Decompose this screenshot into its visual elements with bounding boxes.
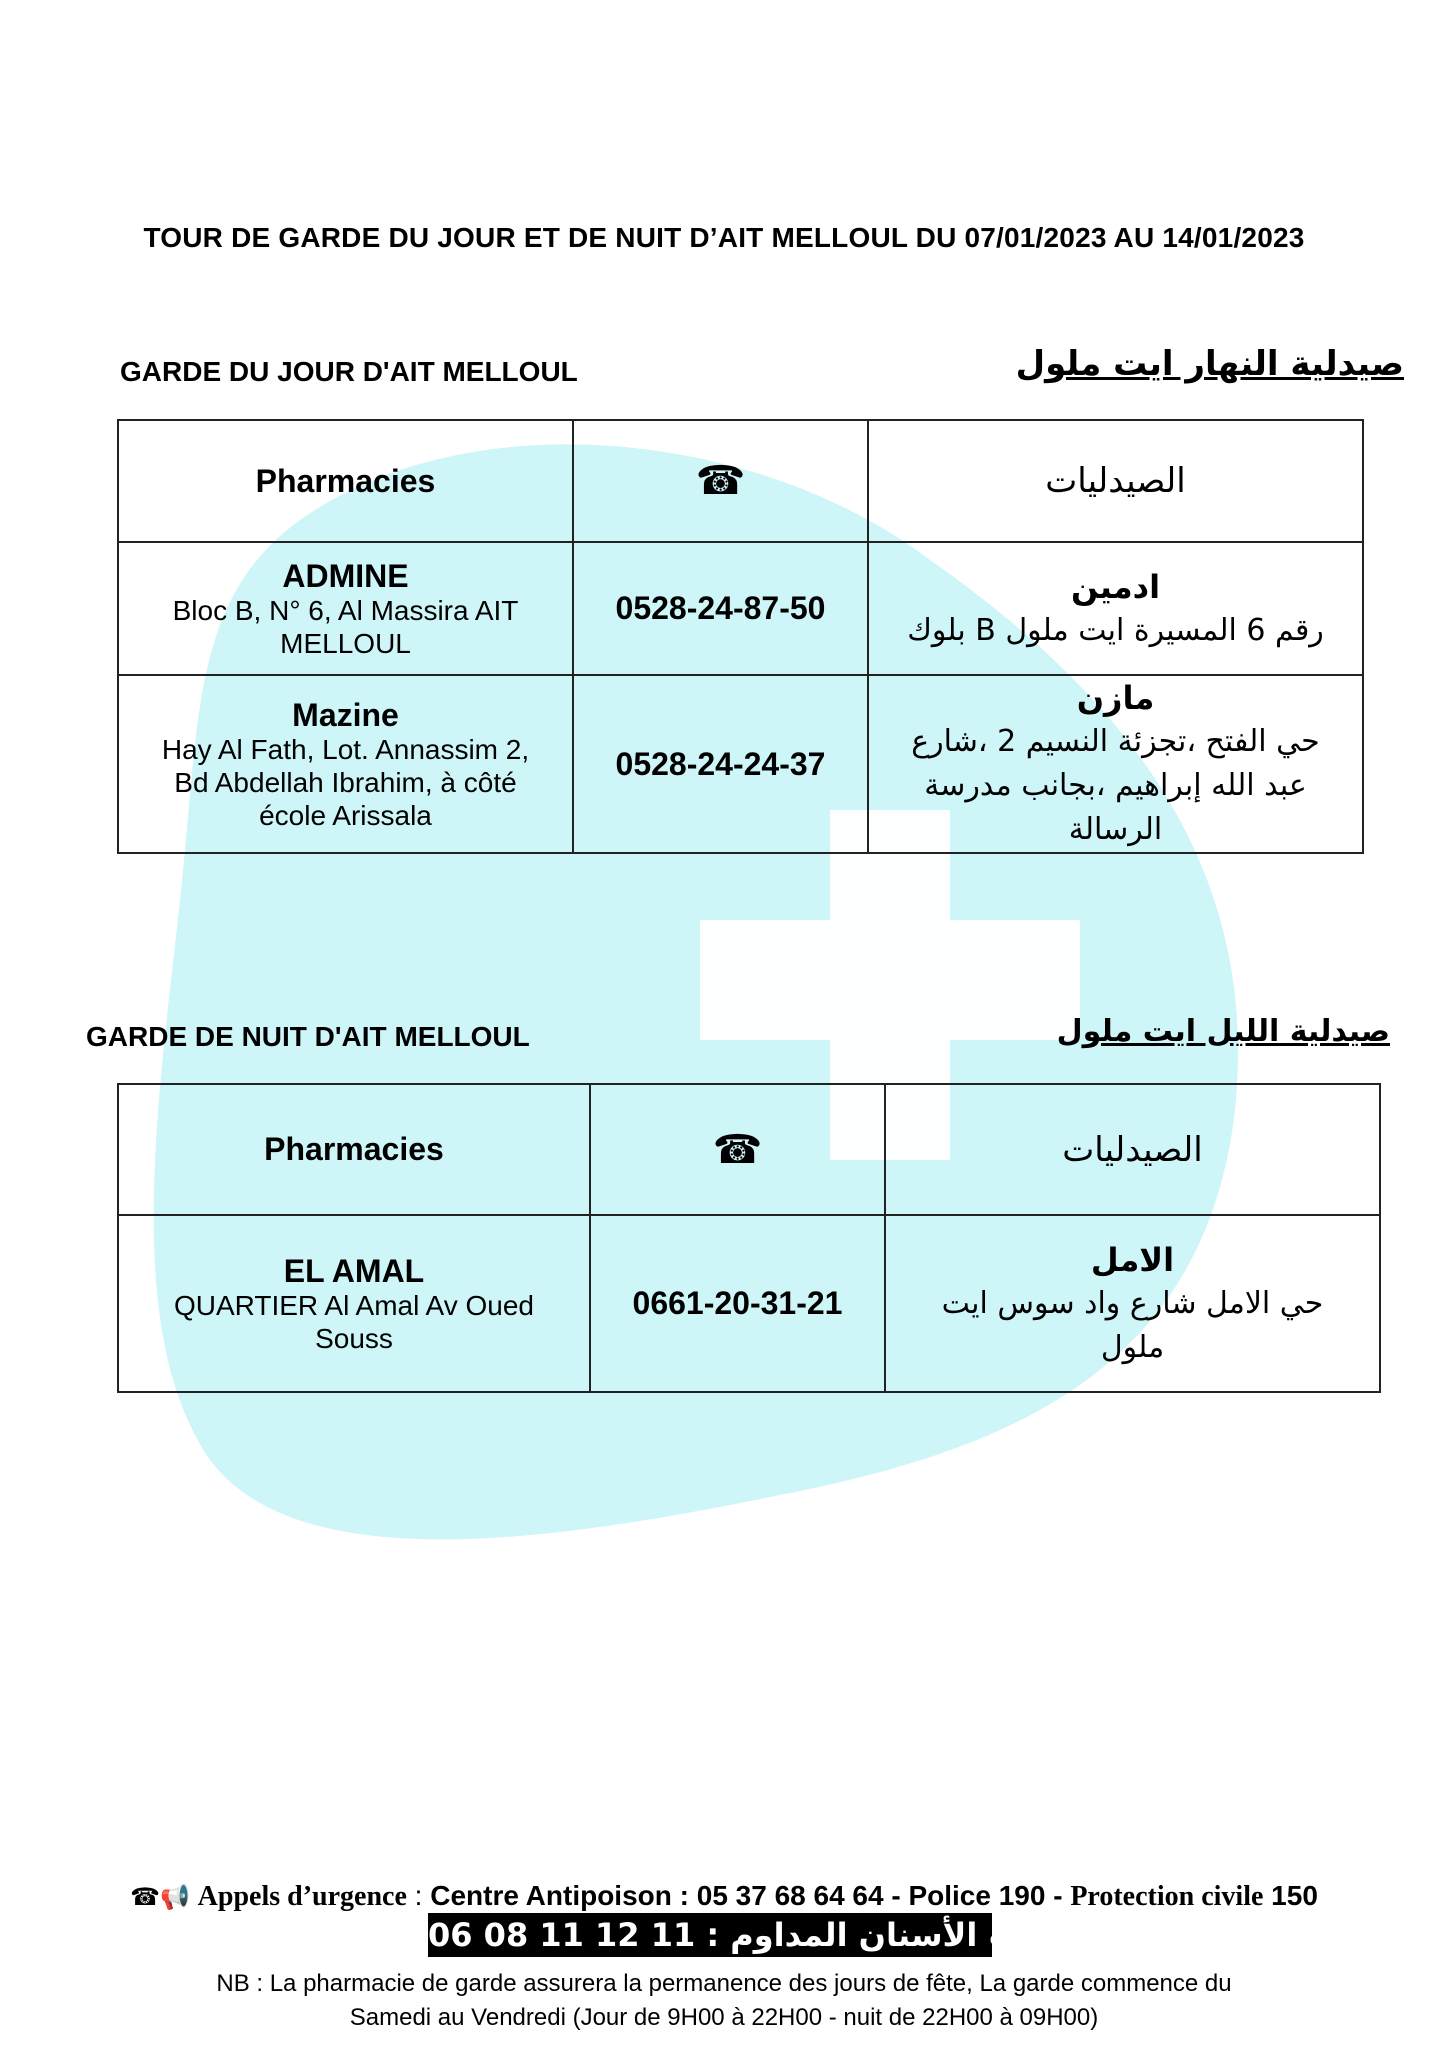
dentist-banner: 06 08 11 12 11 : طبيب الأسنان المداوم: [428, 1913, 992, 1957]
night-table-header: [118, 1084, 1380, 1215]
pharmacy-name: Mazine: [292, 696, 399, 733]
pharmacy-phone: 0528-24-24-37: [615, 745, 826, 782]
protection-civile-label: Protection civile: [1070, 1881, 1264, 1912]
day-table: [117, 419, 1364, 854]
pharmacy-name-ar: الامل: [1090, 1240, 1175, 1279]
pharmacy-name-ar: مازن: [1076, 679, 1155, 717]
phone-icon: ☎: [695, 458, 746, 504]
pharmacy-phone: 0661-20-31-21: [632, 1285, 843, 1321]
table-row: [118, 1215, 1380, 1392]
day-heading-fr: GARDE DU JOUR D'AIT MELLOUL: [120, 356, 578, 387]
pharmacy-address: Bloc B, N° 6, Al Massira AIT MELLOUL: [172, 594, 519, 659]
col-pharmacies: Pharmacies: [255, 462, 436, 499]
pharmacy-name: ADMINE: [282, 557, 409, 594]
phone-icon: ☎: [712, 1126, 763, 1173]
emergency-line: [0, 1880, 1448, 1913]
pharmacy-address-ar: حي الامل شارع واد سوس ايت ملول: [941, 1285, 1324, 1365]
day-table-header: [118, 420, 1363, 542]
pharmacy-name: EL AMAL: [283, 1252, 425, 1289]
table-row: [118, 675, 1363, 853]
day-heading-ar: صيدلية النهار ايت ملول: [1015, 344, 1404, 384]
emergency-label: Appels d’urgence: [197, 1881, 407, 1912]
pharmacy-phone: 0528-24-87-50: [615, 590, 826, 626]
nb-note-line2: Samedi au Vendredi (Jour de 9H00 à 22H00 - nuit de 22H00 à 09H00): [349, 2004, 1099, 2031]
col-pharmacies-ar: الصيدليات: [1045, 461, 1186, 501]
pharmacy-name-ar: ادمين: [1070, 567, 1161, 606]
page-title: TOUR DE GARDE DU JOUR ET DE NUIT D’AIT MELLOUL DU 07/01/2023 AU 14/01/2023: [143, 222, 1305, 253]
pharmacy-address-ar: رقم 6 المسيرة ايت ملول B بلوك: [907, 612, 1324, 648]
col-pharmacies: Pharmacies: [264, 1131, 444, 1167]
night-table: [117, 1083, 1381, 1393]
emergency-numbers: Centre Antipoison : 05 37 68 64 64 - Police 190 -: [430, 1880, 1071, 1911]
pharmacy-address: Hay Al Fath, Lot. Annassim 2, Bd Abdellah Ibrahim, à côté école Arissala: [161, 733, 530, 831]
protection-civile-number: 150: [1263, 1880, 1318, 1911]
phone-megaphone-icon: ☎📢: [130, 1883, 190, 1911]
emergency-colon: :: [406, 1880, 431, 1911]
col-pharmacies-ar: الصيدليات: [1062, 1129, 1203, 1170]
night-heading-ar: صيدلية الليل ايت ملول: [1056, 1014, 1390, 1049]
pharmacy-address-ar: حي الفتح ،تجزئة النسيم 2 ،شارع عبد الله إبراهيم ،بجانب مدرسة الرسالة: [911, 724, 1320, 847]
nb-note-line1: NB : La pharmacie de garde assurera la permanence des jours de fête, La garde commence du: [216, 1970, 1232, 1997]
table-row: [118, 542, 1363, 675]
pharmacy-address: QUARTIER Al Amal Av Oued Souss: [173, 1289, 534, 1354]
night-heading-fr: GARDE DE NUIT D'AIT MELLOUL: [86, 1021, 530, 1052]
